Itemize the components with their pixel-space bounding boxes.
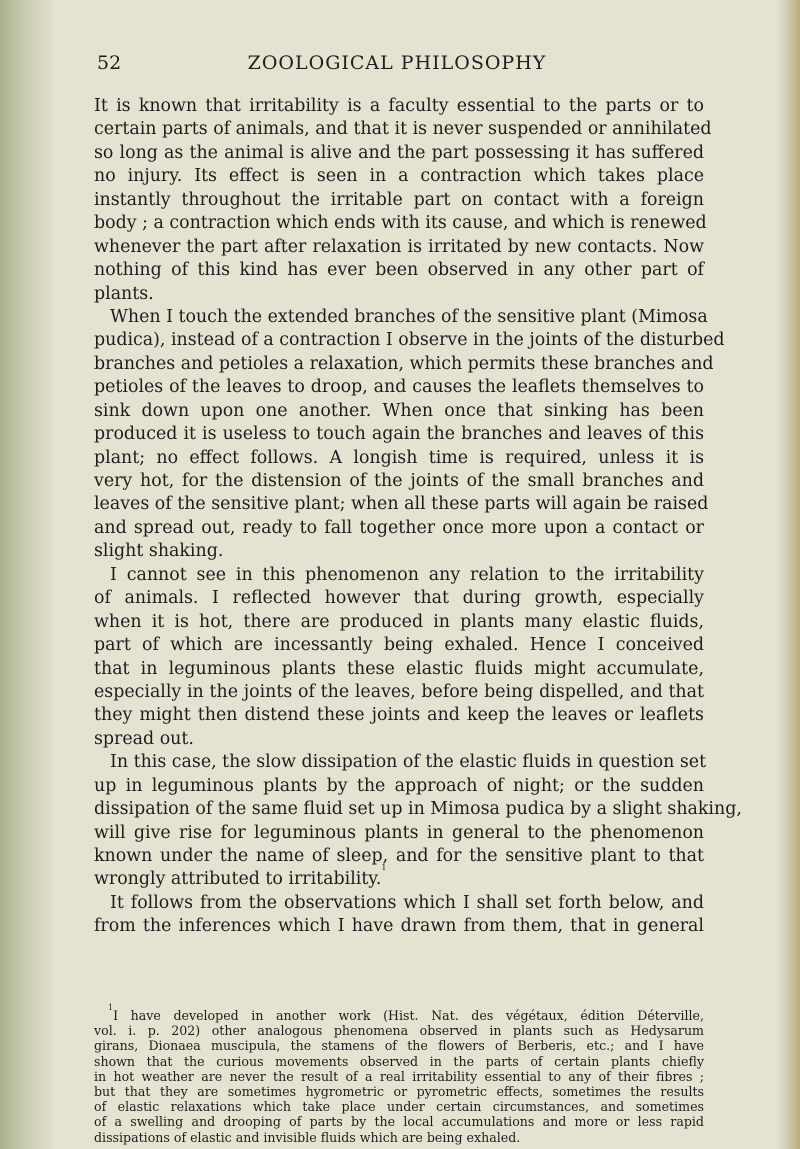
footnote-line: dissipations of elastic and invisible fluids which are being exhaled. (94, 1129, 521, 1145)
text-line: It is known that irritability is a faculty essential to the parts or to (94, 96, 704, 116)
text-line: so long as the animal is alive and the part possessing it has suffered (94, 142, 704, 163)
paragraph (94, 751, 742, 892)
text-line: body ; a contraction which ends with its cause, and which is renewed (94, 213, 707, 234)
text-line: wrongly attributed to irritability. (94, 869, 382, 890)
text-line: plants. (94, 283, 154, 304)
text-line: that in leguminous plants these elastic fluids might accumulate, (94, 658, 704, 679)
footnote-line: vol. i. p. 202) other analogous phenomena observed in plants such as Hedysarum (94, 1023, 704, 1039)
running-header (97, 52, 697, 78)
footnote (94, 1003, 704, 1145)
footnote-line (94, 1003, 704, 1023)
text-line: branches and petioles a relaxation, which permits these branches and (94, 353, 714, 374)
page-right-edge (778, 0, 800, 1149)
footnote-marker[interactable]: 1 (381, 863, 387, 873)
text-line: they might then distend these joints and keep the leaves or leaflets (94, 705, 704, 726)
footnote-line: of a swelling and drooping of parts by the local accumulations and more or less rapid (94, 1114, 704, 1130)
text-line: sink down upon one another. When once that sinking has been (94, 400, 704, 421)
text-line: In this case, the slow dissipation of the elastic fluids in question set (110, 752, 707, 773)
footnote-line: shown that the curious movements observed in the parts of certain plants chiefly (94, 1053, 704, 1069)
body-text (94, 95, 742, 939)
text-line: spread out. (94, 728, 194, 749)
text-line: petioles of the leaves to droop, and causes the leaflets themselves to (94, 377, 704, 398)
text-line: when it is hot, there are produced in plants many elastic fluids, (94, 611, 704, 632)
text-line: especially in the joints of the leaves, before being dispelled, and that (94, 681, 704, 702)
text-line: plant; no effect follows. A longish time is required, unless it is (94, 447, 704, 468)
footnote-line: of elastic relaxations which take place under certain circumstances, and sometimes (94, 1099, 704, 1115)
page-number: 52 (97, 52, 122, 74)
text-line: no injury. Its effect is seen in a contraction which takes place (94, 166, 704, 187)
text-line: dissipation of the same fluid set up in Mimosa pudica by a slight shaking, (94, 799, 742, 820)
footnote-line: but that they are sometimes hygrometric or pyrometric effects, sometimes the results (94, 1083, 704, 1099)
text-line: certain parts of animals, and that it is never suspended or annihilated (94, 119, 712, 140)
text-line: I cannot see in this phenomenon any relation to the irritability (110, 564, 704, 585)
paragraph (94, 306, 725, 564)
footnote-text: I have developed in another work (Hist. Nat. des végétaux, édition Déterville, (113, 1008, 704, 1023)
text-line: very hot, for the distension of the joints of the small branches and (94, 471, 704, 491)
text-line: known under the name of sleep, and for the sensitive plant to that (94, 846, 704, 866)
text-line: slight shaking. (94, 541, 224, 562)
text-line: and spread out, ready to fall together once more upon a contact or (94, 517, 704, 538)
text-line: instantly throughout the irritable part on contact with a foreign (94, 189, 704, 210)
text-line: nothing of this kind has ever been observed in any other part of (94, 260, 704, 281)
text-line: part of which are incessantly being exhaled. Hence I conceived (94, 635, 704, 656)
footnote-line: in hot weather are never the result of a real irritability essential to any of their fibres ; (94, 1068, 704, 1084)
paragraph (94, 95, 712, 306)
text-line: leaves of the sensitive plant; when all these parts will again be raised (94, 494, 709, 515)
footnote-number: 1 (108, 1003, 114, 1012)
paragraph (94, 564, 704, 752)
text-line: of animals. I reflected however that during growth, especially (94, 588, 704, 609)
text-line: pudica), instead of a contraction I observe in the joints of the disturbed (94, 330, 725, 351)
running-title: ZOOLOGICAL PHILOSOPHY (247, 52, 547, 74)
text-line: whenever the part after relaxation is irritated by new contacts. Now (94, 236, 704, 257)
page-left-edge (0, 0, 52, 1149)
paragraph (94, 892, 704, 939)
text-line: from the inferences which I have drawn from them, that in general (94, 916, 704, 937)
text-line: When I touch the extended branches of the sensitive plant (Mimosa (110, 306, 708, 327)
text-line: It follows from the observations which I shall set forth below, and (110, 892, 704, 913)
footnote-line: girans, Dionaea muscipula, the stamens of the flowers of Berberis, etc.; and I have (94, 1038, 704, 1054)
text-line: up in leguminous plants by the approach of night; or the sudden (94, 775, 704, 796)
text-line-with-note (94, 863, 704, 891)
text-line: produced it is useless to touch again the branches and leaves of this (94, 424, 704, 445)
text-line: will give rise for leguminous plants in general to the phenomenon (94, 822, 704, 843)
